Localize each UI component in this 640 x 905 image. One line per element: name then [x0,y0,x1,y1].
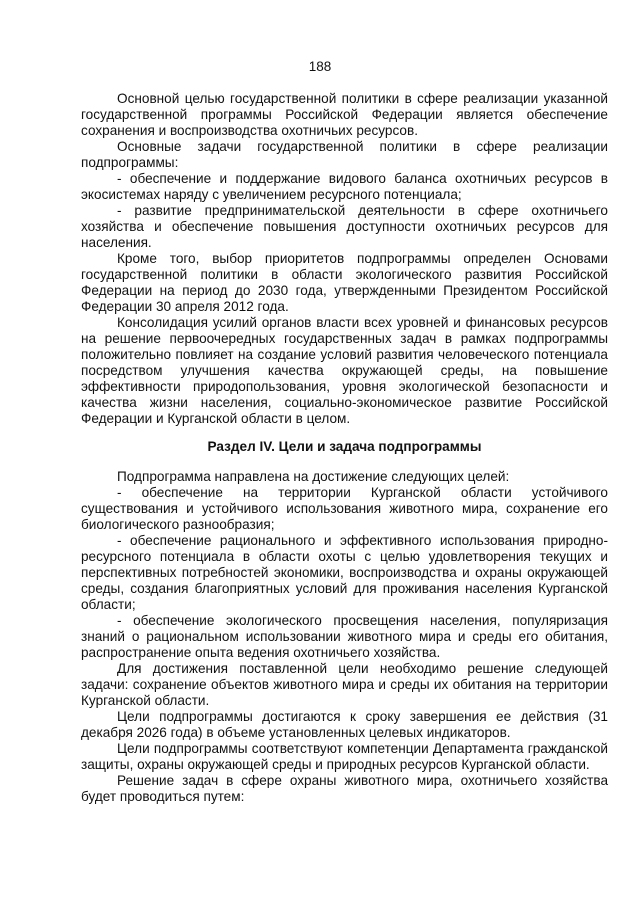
document-body [81,91,608,805]
list-item: - развитие предпринимательской деятельности в сфере охотничьего хозяйства и обеспечение повышения доступности охотничьих ресурсов для населения. [81,203,608,250]
paragraph: Цели подпрограммы соответствуют компетенции Департамента гражданской защиты, охраны окружающей среды и природных ресурсов Курганской области. [81,741,608,772]
list-item: - обеспечение рационального и эффективного использования природно-ресурсного потенциала в области охоты с целью удовлетворения текущих и перспективных потребностей экономики, воспроизводства и охраны окружающей среды, создания благоприятных условий для проживания населения Курганской области; [81,533,608,612]
paragraph: Консолидация усилий органов власти всех уровней и финансовых ресурсов на решение первоочередных государственных задач в рамках подпрограммы положительно повлияет на создание условий развития человеческого потенциала посредством улучшения качества окружающей среды, на повышение эффективности природопользования, уровня экологической безопасности и качества жизни населения, социально-экономическое развитие Российской Федерации и Курганской области в целом. [81,315,608,426]
paragraph: Цели подпрограммы достигаются к сроку завершения ее действия (31 декабря 2026 года) в объеме установленных целевых индикаторов. [81,709,608,740]
paragraph: Решение задач в сфере охраны животного мира, охотничьего хозяйства будет проводиться путем: [81,773,608,804]
paragraph: Кроме того, выбор приоритетов подпрограммы определен Основами государственной политики в области экологического развития Российской Федерации на период до 2030 года, утвержденными Президентом Российской Федерации 30 апреля 2012 года. [81,251,608,314]
paragraph: Для достижения поставленной цели необходимо решение следующей задачи: сохранение объектов животного мира и среды их обитания на территории Курганской области. [81,661,608,708]
section-heading: Раздел IV. Цели и задача подпрограммы [207,439,482,454]
paragraph: Подпрограмма направлена на достижение следующих целей: [117,469,510,484]
paragraph: Основной целью государственной политики в сфере реализации указанной государственной программы Российской Федерации является обеспечение сохранения и воспроизводства охотничьих ресурсов. [81,91,608,138]
list-item: - обеспечение на территории Курганской области устойчивого существования и устойчивого использования животного мира, сохранение его биологического разнообразия; [81,485,608,532]
list-item: - обеспечение экологического просвещения населения, популяризация знаний о рациональном использовании животного мира и среды его обитания, распространение опыта ведения охотничьего хозяйства. [81,613,608,660]
paragraph: Основные задачи государственной политики в сфере реализации подпрограммы: [81,139,608,170]
page-number: 188 [308,59,332,74]
list-item: - обеспечение и поддержание видового баланса охотничьих ресурсов в экосистемах наряду с увеличением ресурсного потенциала; [81,171,608,202]
